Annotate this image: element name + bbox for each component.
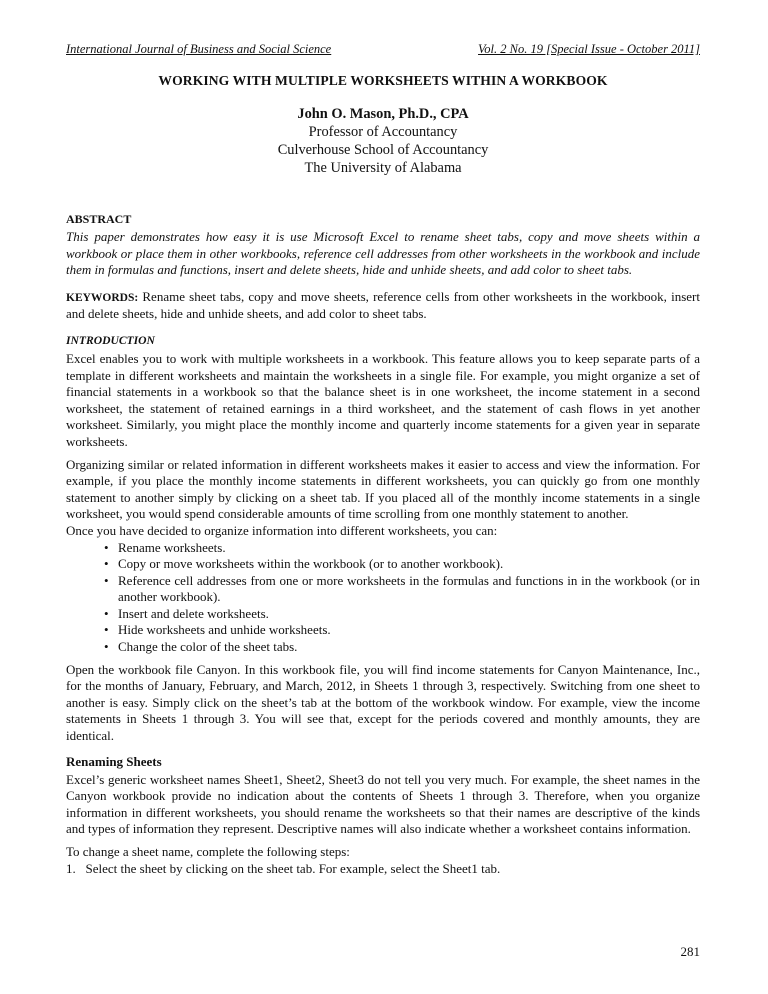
bullet-icon: • — [104, 622, 109, 638]
list-item: • Rename worksheets. — [104, 539, 226, 555]
bullet-icon: • — [104, 556, 109, 572]
paper-page — [66, 42, 700, 877]
keywords-label: KEYWORDS: — [66, 291, 139, 304]
author-block — [66, 105, 700, 177]
step-1: 1. Select the sheet by clicking on the sheet tab. For example, select the Sheet1 tab. — [66, 860, 501, 876]
renaming-paragraph-1: Excel’s generic worksheet names Sheet1, Sheet2, Sheet3 do not tell you very much. For example, the sheet names in the Canyon workbook provide no indication about the contents of Sheets 1 through 3. Therefore, when you organize information in different worksheets, you should rename the worksheets so that their names are descriptive of the kinds and types of information they represent. Descriptive names will also indicate whether a worksheet contains information. — [66, 771, 700, 837]
intro-paragraph-4: Open the workbook file Canyon. In this workbook file, you will find income statements for Canyon Maintenance, Inc., for the months of January, February, and March, 2012, in Sheets 1 through 3, respectively. Switching from one sheet to another is easy. Simply click on the sheet’s tab at the bottom of the workbook window. For example, view the income statements in Sheets 1 through 3. You will see that, except for the periods covered and monthly amounts, they are identical. — [66, 661, 700, 744]
issue-info: Vol. 2 No. 19 [Special Issue - October 2011] — [478, 42, 700, 56]
author-university: The University of Alabama — [304, 160, 462, 176]
running-header — [66, 42, 700, 57]
bullet-icon: • — [104, 572, 109, 588]
abstract-heading: ABSTRACT — [66, 212, 132, 226]
journal-name: International Journal of Business and Social Science — [66, 42, 332, 56]
feature-list — [66, 540, 700, 656]
keywords-text: Rename sheet tabs, copy and move sheets, reference cells from other worksheets in the workbook, insert and delete sheets, hide and unhide sheets, and add color to sheet tabs. — [66, 288, 700, 322]
author-position: Professor of Accountancy — [308, 124, 458, 140]
author-school: Culverhouse School of Accountancy — [277, 142, 489, 158]
list-item: • Insert and delete worksheets. — [104, 605, 269, 621]
list-item: • Copy or move worksheets within the workbook (or to another workbook). — [104, 556, 504, 572]
intro-paragraph-2: Organizing similar or related information in different worksheets makes it easier to access and view the information. For example, if you place the monthly income statements in different worksheets, you can quickly go from one monthly statement to another simply by clicking on a sheet tab. If you placed all of the monthly income statements in a single worksheet, you would spend considerable amounts of time scrolling from one monthly statement to another. — [66, 456, 700, 522]
bullet-icon: • — [104, 639, 109, 655]
keywords — [66, 289, 700, 323]
list-item: • Hide worksheets and unhide worksheets. — [104, 622, 331, 638]
bullet-icon: • — [104, 605, 109, 621]
renaming-heading: Renaming Sheets — [66, 753, 162, 769]
list-item: • Change the color of the sheet tabs. — [104, 639, 298, 655]
renaming-paragraph-2: To change a sheet name, complete the following steps: — [66, 844, 350, 859]
intro-paragraph-3: Once you have decided to organize information into different worksheets, you can: — [66, 522, 498, 538]
introduction-heading: INTRODUCTION — [66, 333, 155, 347]
page-number: 281 — [680, 944, 700, 959]
author-name: John O. Mason, Ph.D., CPA — [297, 106, 469, 122]
intro-paragraph-1: Excel enables you to work with multiple worksheets in a workbook. This feature allows you to keep separate parts of a template in different worksheets and maintain the worksheets in a single file. For example, you might organize a set of financial statements in a workbook so that the balance sheet is in one worksheet, the income statement in a second worksheet, the statement of retained earnings in a third worksheet, and the statement of cash flows in yet another worksheet. Similarly, you might place the monthly income and quarterly income statements for a given year in separate worksheets. — [66, 350, 700, 449]
list-item: • Reference cell addresses from one or more worksheets in the formulas and functions in in the workbook (or in another workbook). — [104, 572, 700, 605]
abstract-text: This paper demonstrates how easy it is use Microsoft Excel to rename sheet tabs, copy and move sheets within a workbook or place them in other workbooks, reference cell addresses from other worksheets in the workbook and include them in formulas and functions, insert and delete sheets, hide and unhide sheets, and add color to sheet tabs. — [66, 229, 700, 278]
bullet-icon: • — [104, 539, 109, 555]
paper-title: WORKING WITH MULTIPLE WORKSHEETS WITHIN A WORKBOOK — [158, 73, 608, 88]
